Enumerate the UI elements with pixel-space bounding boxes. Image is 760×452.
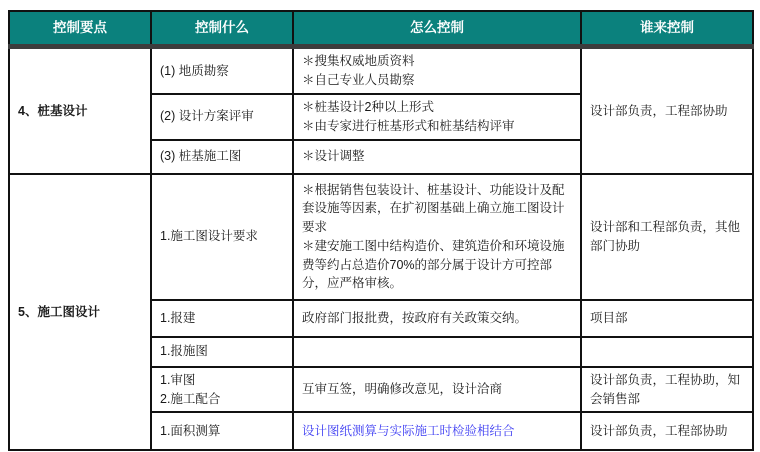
section5-title: 5、施工图设计 xyxy=(9,174,151,451)
how-line: ＊由专家进行桩基形式和桩基结构评审 xyxy=(302,118,515,133)
what-area-measurement: 1.面积测算 xyxy=(151,412,293,450)
how-construction-drawing-requirements xyxy=(293,174,581,300)
who-area-measurement: 设计部负责，工程部协助 xyxy=(581,412,753,450)
how-line: ＊根据销售包装设计、桩基设计、功能设计及配套设施等因素，在扩初图基础上确立施工图设计要求 xyxy=(302,182,565,234)
who-drawing-submission-empty xyxy=(581,337,753,367)
how-line: ＊设计调整 xyxy=(302,149,365,164)
design-control-table xyxy=(8,10,754,451)
what-drawing-review xyxy=(151,367,293,413)
section4-title: 4、桩基设计 xyxy=(9,47,151,174)
what-line: 1.审图 xyxy=(160,372,196,387)
who-project-application: 项目部 xyxy=(581,300,753,337)
what-drawing-submission: 1.报施图 xyxy=(151,337,293,367)
how-project-application xyxy=(293,300,581,337)
how-line: ＊桩基设计2种以上形式 xyxy=(302,100,434,114)
how-line: 政府部门报批费，按政府有关政策交纳。 xyxy=(302,310,528,325)
how-drawing-submission-empty xyxy=(293,337,581,367)
how-geological-survey xyxy=(293,47,581,94)
table-header-row xyxy=(9,11,753,47)
who-drawing-review: 设计部负责，工程协助，知会销售部 xyxy=(581,367,753,413)
how-line: 互审互签，明确修改意见，设计洽商 xyxy=(302,382,503,397)
what-construction-drawing-requirements: 1.施工图设计要求 xyxy=(151,174,293,300)
what-line: 2.施工配合 xyxy=(160,391,221,406)
how-drawing-review xyxy=(293,367,581,413)
col-header-control-what: 控制什么 xyxy=(151,11,293,47)
how-design-scheme-review xyxy=(293,94,581,140)
table-row xyxy=(9,47,753,94)
how-line: ＊建安施工图中结构造价、建筑造价和环境设施费等约占总造价70%的部分属于设计方可控部分，应严格审核。 xyxy=(302,238,565,291)
how-line: ＊自己专业人员勘察 xyxy=(302,73,415,87)
area-measurement-link[interactable]: 设计图纸测算与实际施工时检验相结合 xyxy=(302,423,515,438)
what-geological-survey: (1) 地质勘察 xyxy=(151,47,293,94)
who-construction-drawing-requirements: 设计部和工程部负责，其他部门协助 xyxy=(581,174,753,300)
who-section4: 设计部负责，工程部协助 xyxy=(581,47,753,174)
how-area-measurement xyxy=(293,412,581,450)
what-pile-construction-drawing: (3) 桩基施工图 xyxy=(151,140,293,174)
col-header-control-how: 怎么控制 xyxy=(293,11,581,47)
table-row xyxy=(9,174,753,300)
col-header-control-who: 谁来控制 xyxy=(581,11,753,47)
how-pile-construction-drawing xyxy=(293,140,581,174)
what-project-application: 1.报建 xyxy=(151,300,293,337)
how-line: ＊搜集权威地质资料 xyxy=(302,54,415,69)
col-header-control-point: 控制要点 xyxy=(9,11,151,47)
what-design-scheme-review: (2) 设计方案评审 xyxy=(151,94,293,140)
